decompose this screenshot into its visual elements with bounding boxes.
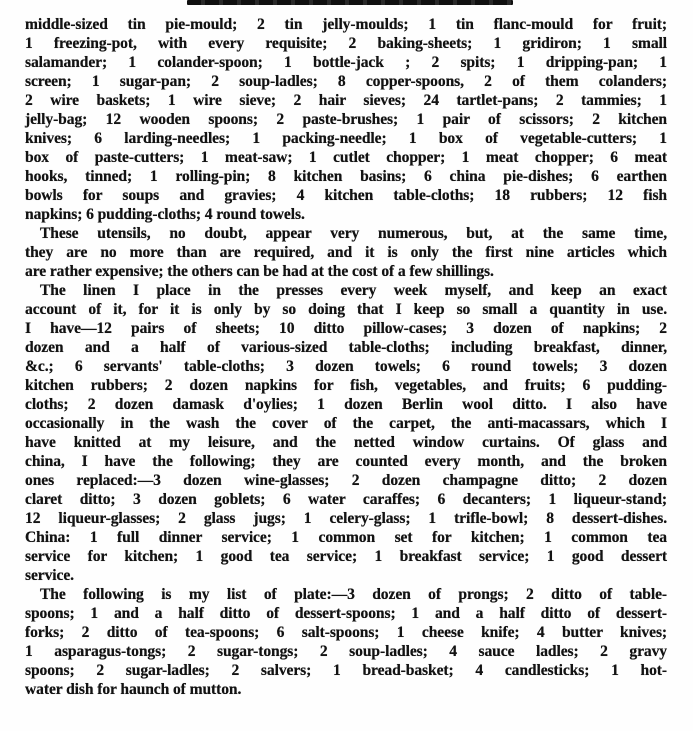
text-line: ones replaced:—3 dozen wine-glasses; 2 dozen champagne ditto; 2 dozen (25, 472, 667, 489)
paragraph (25, 224, 667, 281)
text-line: china, I have the following; they are counted every month, and the broken (25, 453, 667, 470)
text-line: 1 asparagus-tongs; 2 sugar-tongs; 2 soup-ladles; 4 sauce ladles; 2 gravy (25, 643, 667, 660)
text-line: 12 liqueur-glasses; 2 glass jugs; 1 celery-glass; 1 trifle-bowl; 8 dessert-dishes. (25, 510, 667, 527)
text-line: 2 wire baskets; 1 wire sieve; 2 hair sieves; 24 tartlet-pans; 2 tammies; 1 (25, 92, 667, 109)
text-line: service. (25, 567, 74, 584)
text-line: I have—12 pairs of sheets; 10 ditto pillow-cases; 3 dozen of napkins; 2 (25, 320, 667, 337)
text-line: The linen I place in the presses every week myself, and keep an exact (40, 282, 667, 299)
text-line: spoons; 2 sugar-ladles; 2 salvers; 1 bread-basket; 4 candlesticks; 1 hot- (25, 662, 667, 679)
text-line: salamander; 1 colander-spoon; 1 bottle-jack ; 2 spits; 1 dripping-pan; 1 (25, 54, 667, 71)
text-line: account of it, for it is only by so doing that I keep so small a quantity in use. (25, 301, 667, 318)
text-line: napkins; 6 pudding-cloths; 4 round towels. (25, 206, 305, 223)
text-line: water dish for haunch of mutton. (25, 681, 242, 698)
text-line: forks; 2 ditto of tea-spoons; 6 salt-spoons; 1 cheese knife; 4 butter knives; (25, 624, 667, 641)
text-line: service for kitchen; 1 good tea service; 1 breakfast service; 1 good dessert (25, 548, 667, 565)
text-line: jelly-bag; 12 wooden spoons; 2 paste-brushes; 1 pair of scissors; 2 kitchen (25, 111, 667, 128)
paragraph (25, 281, 667, 585)
text-line: China: 1 full dinner service; 1 common set for kitchen; 1 common tea (25, 529, 667, 546)
text-line: they are no more than are required, and it is only the first nine articles which (25, 244, 667, 261)
text-line: occasionally in the wash the cover of the carpet, the anti-macassars, which I (25, 415, 667, 432)
text-line: screen; 1 sugar-pan; 2 soup-ladles; 8 copper-spoons, 2 of them colanders; (25, 73, 667, 90)
text-line: 1 freezing-pot, with every requisite; 2 baking-sheets; 1 gridiron; 1 small (25, 35, 667, 52)
text-line: &c.; 6 servants' table-cloths; 3 dozen towels; 6 round towels; 3 dozen (25, 358, 667, 375)
text-line: middle-sized tin pie-mould; 2 tin jelly-moulds; 1 tin flanc-mould for fruit; (25, 16, 667, 33)
text-line: box of paste-cutters; 1 meat-saw; 1 cutlet chopper; 1 meat chopper; 6 meat (25, 149, 667, 166)
text-line: bowls for soups and gravies; 4 kitchen table-cloths; 18 rubbers; 12 fish (25, 187, 667, 204)
cropped-text-fragment (187, 0, 513, 5)
text-line: knives; 6 larding-needles; 1 packing-needle; 1 box of vegetable-cutters; 1 (25, 130, 667, 147)
text-line: kitchen rubbers; 2 dozen napkins for fish, vegetables, and fruits; 6 pudding- (25, 377, 667, 394)
text-line: These utensils, no doubt, appear very numerous, but, at the same time, (40, 225, 667, 242)
paragraph (25, 15, 667, 224)
text-line: The following is my list of plate:—3 dozen of prongs; 2 ditto of table- (40, 586, 667, 603)
paragraph (25, 585, 667, 699)
text-line: are rather expensive; the others can be had at the cost of a few shillings. (25, 263, 494, 280)
text-line: dozen and a half of various-sized table-cloths; including breakfast, dinner, (25, 339, 667, 356)
text-line: cloths; 2 dozen damask d'oylies; 1 dozen Berlin wool ditto. I also have (25, 396, 667, 413)
text-line: have knitted at my leisure, and the netted window curtains. Of glass and (25, 434, 667, 451)
text-line: claret ditto; 3 dozen goblets; 6 water caraffes; 6 decanters; 1 liqueur-stand; (25, 491, 667, 508)
text-block (25, 15, 667, 699)
text-line: hooks, tinned; 1 rolling-pin; 8 kitchen basins; 6 china pie-dishes; 6 earthen (25, 168, 667, 185)
text-line: spoons; 1 and a half ditto of dessert-spoons; 1 and a half ditto of dessert- (25, 605, 667, 622)
